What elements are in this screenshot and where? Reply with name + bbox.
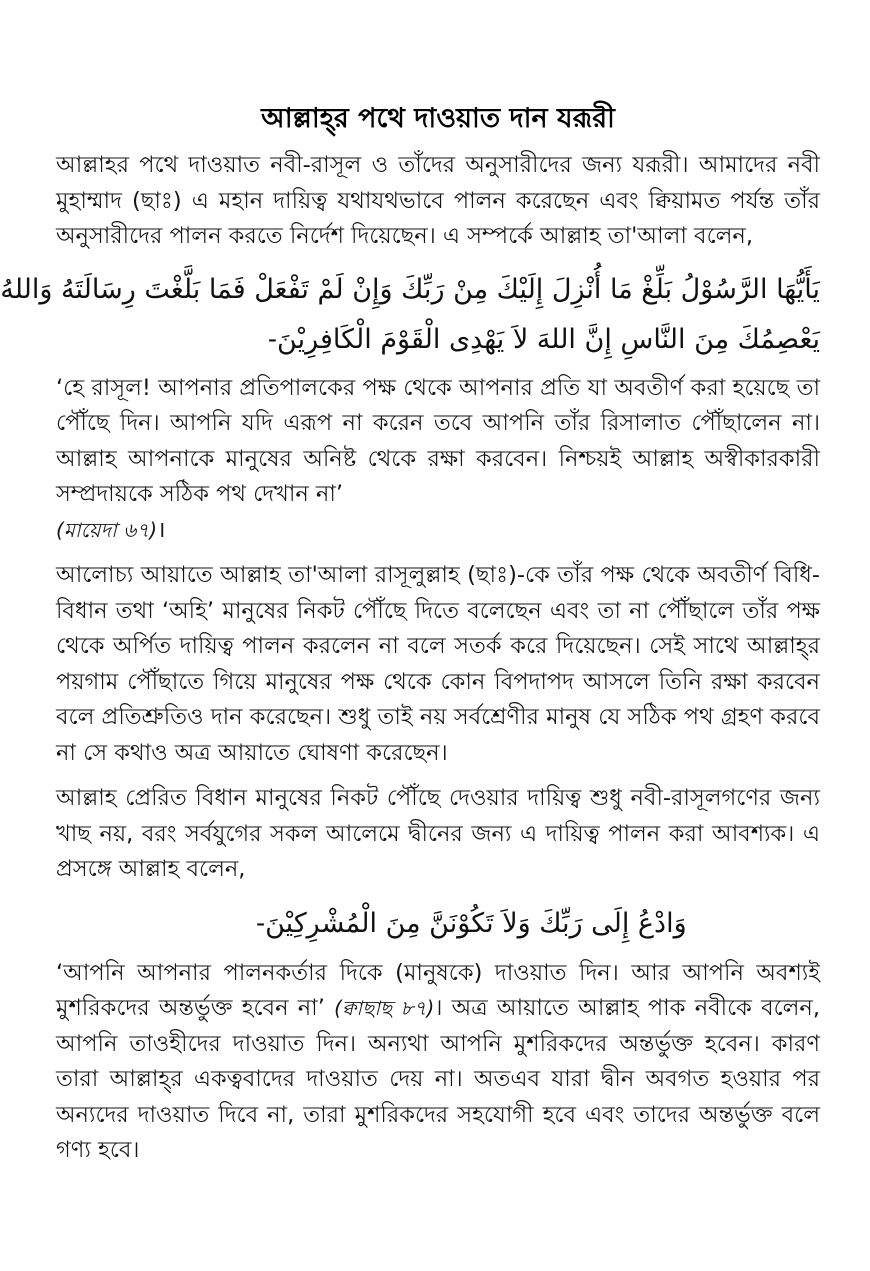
translation-paragraph-2 [56,956,820,1169]
obligation-paragraph: আল্লাহ প্রেরিত বিধান মানুষের নিকট পৌঁছে দেওয়ার দায়িত্ব শুধু নবী-রাসূলগণের জন্য খাছ নয়, বরং সর্বযুগের সকল আলেমে দ্বীনের জন্য এ দায়িত্ব পালন করা আবশ্যক। এ প্রসঙ্গে আল্লাহ বলেন, [56,785,820,882]
page-title: আল্লাহ্‌র পথে দাওয়াত দান যরূরী [261,103,615,134]
reference-maida-67: (মায়েদা ৬৭) [56,517,158,542]
quran-verse-1 [0,265,820,365]
translation-1-text: ‘হে রাসূল! আপনার প্রতিপালকের পক্ষ থেকে আপনার প্রতি যা অবতীর্ণ করা হয়েছে তা পৌঁছে দিন। আপনি যদি এরূপ না করেন তবে আপনি তাঁর রিসালাত পৌঁছালেন না। আল্লাহ আপনাকে মানুষের অনিষ্ট থেকে রক্ষা করবেন। নিশ্চয়ই আল্লাহ অস্বীকারকারী সম্প্রদায়কে সঠিক পথ দেখান না’ [56,374,820,507]
quran-verse-1-line-2: يَعْصِمُكَ مِنَ النَّاسِ إِنَّ اللهَ لاَ يَهْدِى الْقَوْمَ الْكَافِرِيْنَ- [267,323,820,355]
reference-qasas-87: (ক্বাছাছ ৮৭) [334,996,435,1020]
quran-verse-2-text: وَادْعُ إِلَى رَبِّكَ وَلاَ تَكُوْنَنَّ مِنَ الْمُشْرِكِيْنَ- [256,907,687,939]
intro-paragraph: আল্লাহর পথে দাওয়াত নবী-রাসূল ও তাঁদের অনুসারীদের জন্য যরূরী। আমাদের নবী মুহাম্মাদ (ছাঃ) এ মহান দায়িত্ব যথাযথভাবে পালন করেছেন এবং ক্বিয়ামত পর্যন্ত তাঁর অনুসারীদের পালন করতে নির্দেশ দিয়েছেন। এ সম্পর্কে আল্লাহ তা'আলা বলেন, [56,152,820,249]
quran-verse-1-line-1: يَأَيُّهَا الرَّسُوْلُ بَلِّغْ مَا أُنْزِلَ إِلَيْكَ مِنْ رَبِّكَ وَإِنْ لَمْ تَفْعَلْ فَمَا بَلَّغْتَ رِسَالَتَهُ وَاللهُ [0,273,820,305]
translation-2-start: ‘আপনি আপনার পালনকর্তার দিকে (মানুষকে) দাওয়াত দিন। আর আপনি অবশ্যই মুশরিকদের অন্তর্ভুক্ত হবেন না’ [56,959,820,1021]
quran-verse-2 [56,898,820,950]
explanation-paragraph: আলোচ্য আয়াতে আল্লাহ তা'আলা রাসূলুল্লাহ (ছাঃ)-কে তাঁর পক্ষ থেকে অবতীর্ণ বিধি-বিধান তথা ‘অহি’ মানুষের নিকট পৌঁছে দিতে বলেছেন এবং তা না পৌঁছালে তাঁর পক্ষ থেকে অর্পিত দায়িত্ব পালন করলেন না বলে সতর্ক করে দিয়েছেন। সেই সাথে আল্লাহ্‌র পয়গাম পৌঁছাতে গিয়ে মানুষের পক্ষ থেকে কোন বিপদাপদ আসলে তিনি রক্ষা করবেন বলে প্রতিশ্রুতিও দান করেছেন। শুধু তাই নয় সর্বশ্রেণীর মানুষ যে সঠিক পথ গ্রহণ করবে না সে কথাও অত্র আয়াতে ঘোষণা করেছেন। [56,562,820,766]
reference-1-tail: । [157,516,166,543]
translation-paragraph-1 [56,371,820,549]
translation-2-end: । অত্র আয়াতে আল্লাহ পাক নবীকে বলেন, আপনি তাওহীদের দাওয়াত দিন। অন্যথা আপনি মুশরিকদের অন্তর্ভুক্ত হবেন। কারণ তারা আল্লাহ্‌র একত্ববাদের দাওয়াত দেয় না। অতএব যারা দ্বীন অবগত হওয়ার পর অন্যদের দাওয়াত দিবে না, তারা মুশরিকদের সহযোগী হবে এবং তাদের অন্তর্ভুক্ত বলে গণ্য হবে। [56,995,821,1163]
